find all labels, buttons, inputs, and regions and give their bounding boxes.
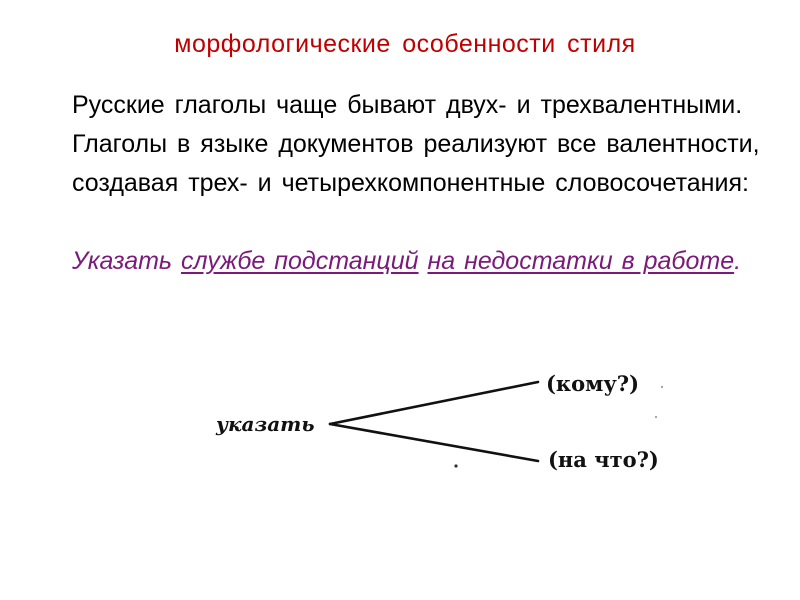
valency-diagram xyxy=(200,360,680,490)
branch-line-bottom xyxy=(330,424,538,461)
slide-title: морфологические особенности стиля xyxy=(174,30,636,58)
diagram-branch-bottom-label: (на что?) xyxy=(548,447,659,472)
body-paragraph: Русские глаголы чаще бывают двух- и трехвалентными. Глаголы в языке документов реализуют все валентности, создавая трех- и четырехкомпонентные словосочетания: xyxy=(72,91,760,197)
scan-dot xyxy=(454,464,457,467)
scan-dot xyxy=(655,416,657,418)
scan-dot xyxy=(661,386,663,388)
example-phrase-dative: службе подстанций xyxy=(181,247,419,275)
branch-line-top xyxy=(330,382,538,424)
diagram-root-word: указать xyxy=(216,412,315,436)
example-period: . xyxy=(734,247,742,275)
example-phrase-accusative: на недостатки в работе xyxy=(427,247,735,275)
example-sentence xyxy=(72,242,762,281)
diagram-branch-top-label: (кому?) xyxy=(546,371,640,396)
example-verb: Указать xyxy=(72,247,173,275)
